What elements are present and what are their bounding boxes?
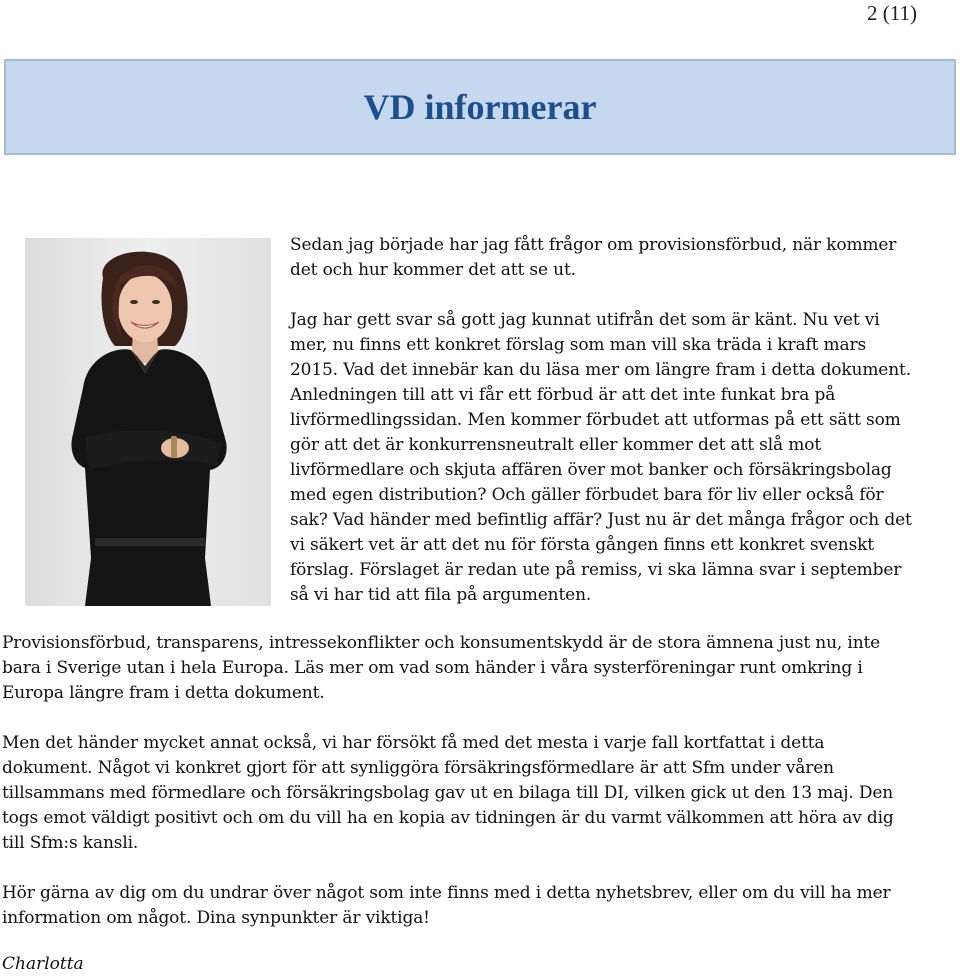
belt bbox=[95, 538, 205, 546]
page-title: VD informerar bbox=[363, 87, 597, 127]
portrait-photo bbox=[25, 238, 271, 606]
face bbox=[118, 274, 172, 342]
intro-text bbox=[290, 233, 912, 608]
left-eye bbox=[130, 300, 138, 304]
intro-paragraph-1: Sedan jag började har jag fått frågor om provisionsförbud, när kommer det och hur kommer det att se ut. bbox=[290, 235, 897, 280]
right-eye bbox=[152, 300, 160, 304]
body-paragraph-1: Provisionsförbud, transparens, intressekonflikter och konsumentskydd är de stora ämnena just nu, inte bara i Sverige utan i hela Europa. Läs mer om vad som händer i våra systerföreningar runt omkring i Europa längre fram i detta dokument. bbox=[2, 633, 881, 703]
jacket bbox=[72, 349, 227, 606]
body-text bbox=[2, 631, 914, 956]
title-banner bbox=[4, 59, 956, 155]
body-paragraph-3: Hör gärna av dig om du undrar över något som inte finns med i detta nyhetsbrev, eller om du vill ha mer information om något. Dina synpunkter är viktiga! bbox=[2, 883, 891, 928]
page-number: 2 (11) bbox=[867, 1, 917, 25]
body-paragraph-2: Men det händer mycket annat också, vi har försökt få med det mesta i varje fall kortfattat i detta dokument. Något vi konkret gjort för att synliggöra försäkringsförmedlare är att Sfm under våren tillsammans med förmedlare och försäkringsbolag gav ut en bilaga till DI, vilken gick ut den 13 maj. Den togs emot väldigt positivt och om du vill ha en kopia av tidningen är du varmt välkommen att höra av dig till Sfm:s kansli. bbox=[2, 733, 894, 853]
intro-paragraph-2: Jag har gett svar så gott jag kunnat utifrån det som är känt. Nu vet vi mer, nu finns ett konkret förslag som man vill ska träda i kraft mars 2015. Vad det innebär kan du läsa mer om längre fram i detta dokument. Anledningen till att vi får ett förbud är att det inte funkat bra på livförmedlingssidan. Men kommer förbudet att utformas på ett sätt som gör att det är konkurrensneutralt eller kommer det att slå mot livförmedlare och skjuta affären över mot banker och försäkringsbolag med egen distribution? Och gäller förbudet bara för liv eller också för sak? Vad händer med befintlig affär? Just nu är det många frågor och det vi säkert vet är att det nu för första gången finns ett konkret svenskt förslag. Förslaget är redan ute på remiss, vi ska lämna svar i september så vi har tid att fila på argumenten. bbox=[290, 310, 912, 605]
signature: Charlotta bbox=[2, 954, 84, 974]
bracelet bbox=[171, 436, 177, 458]
